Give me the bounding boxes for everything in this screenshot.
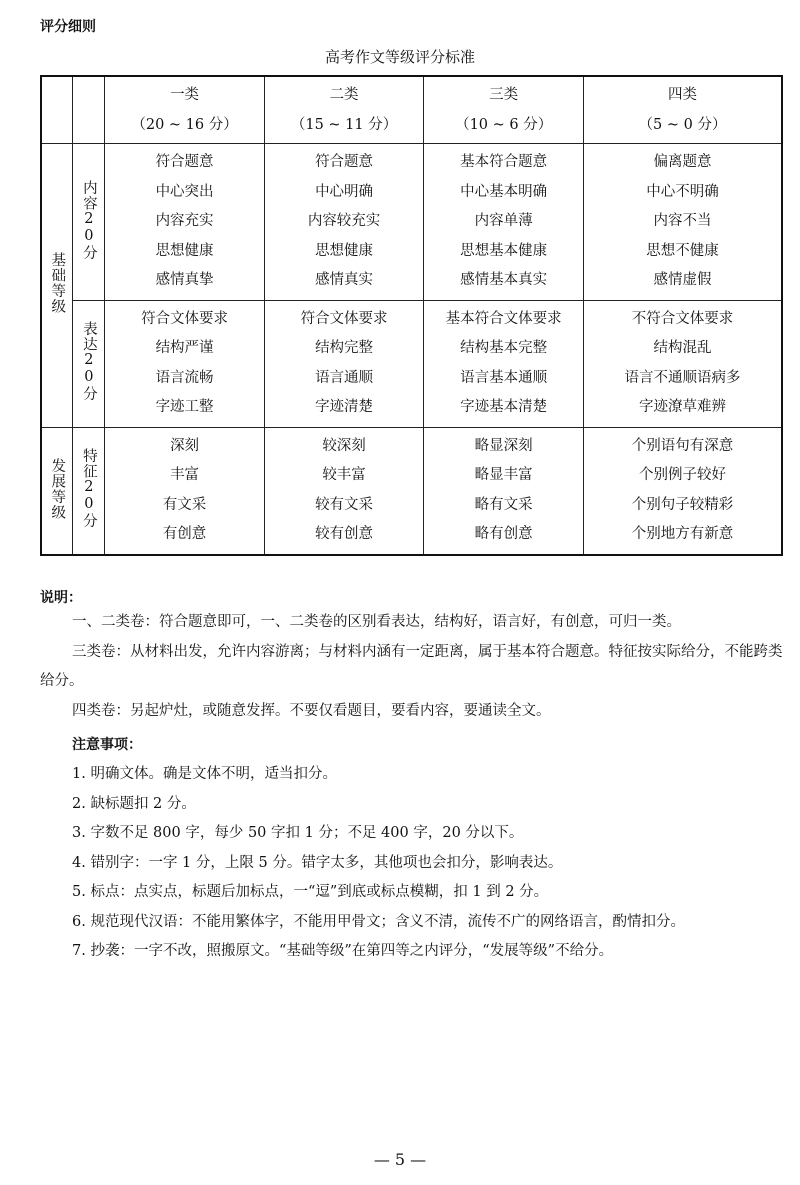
content-grade-2: 符合题意 中心明确 内容较充实 思想健康 感情真实 xyxy=(264,144,424,301)
table-title: 高考作文等级评分标准 xyxy=(324,48,475,66)
content-grade-1: 符合题意 中心突出 内容充实 思想健康 感情真挚 xyxy=(105,144,265,301)
expression-row xyxy=(41,300,782,427)
section-heading: 评分细则 xyxy=(40,19,96,35)
content-label: 内容20分 xyxy=(73,144,105,301)
list-item: 1. 明确文体。确是文体不明，适当扣分。 xyxy=(72,766,337,782)
caution-heading: 注意事项： xyxy=(72,737,142,753)
expression-grade-1: 符合文体要求 结构严谨 语言流畅 字迹工整 xyxy=(105,300,265,427)
notes-heading: 说明： xyxy=(40,590,82,606)
content-grade-4: 偏离题意 中心不明确 内容不当 思想不健康 感情虚假 xyxy=(584,144,782,301)
note-paragraph: 一、二类卷：符合题意即可，一、二类卷的区别看表达，结构好，语言好，有创意，可归一类。 xyxy=(72,614,681,630)
list-item: 7. 抄袭：一字不改，照搬原文。“基础等级”在第四等之内评分，“发展等级”不给分。 xyxy=(72,943,614,959)
corner-cell xyxy=(41,76,73,144)
basic-level-label: 基础等级 xyxy=(41,144,73,428)
feature-grade-3: 略显深刻 略显丰富 略有文采 略有创意 xyxy=(424,427,584,555)
content-row xyxy=(41,144,782,301)
expression-grade-3: 基本符合文体要求 结构基本完整 语言基本通顺 字迹基本清楚 xyxy=(424,300,584,427)
expression-grade-4: 不符合文体要求 结构混乱 语言不通顺语病多 字迹潦草难辨 xyxy=(584,300,782,427)
list-item: 3. 字数不足 800 字，每少 50 字扣 1 分；不足 400 字，20 分以下。 xyxy=(72,825,524,841)
corner-cell xyxy=(73,76,105,144)
page-number: — 5 — xyxy=(373,1150,427,1169)
list-item: 4. 错别字：一字 1 分，上限 5 分。错字太多，其他项也会扣分，影响表达。 xyxy=(72,854,563,871)
grade-header-1: 一类 （20 ~ 16 分） xyxy=(105,76,265,144)
rubric-table xyxy=(40,75,783,556)
caution-list xyxy=(72,760,787,967)
feature-grade-1: 深刻 丰富 有文采 有创意 xyxy=(105,427,265,555)
feature-grade-2: 较深刻 较丰富 较有文采 较有创意 xyxy=(264,427,424,555)
expression-grade-2: 符合文体要求 结构完整 语言通顺 字迹清楚 xyxy=(264,300,424,427)
feature-label: 特征20分 xyxy=(73,427,105,555)
header-row xyxy=(41,76,782,144)
development-level-label: 发展等级 xyxy=(41,427,73,555)
grade-header-4: 四类 （5 ~ 0 分） xyxy=(584,76,782,144)
feature-row xyxy=(41,427,782,555)
note-paragraph: 三类卷：从材料出发，允许内容游离；与材料内涵有一定距离，属于基本符合题意。特征按实际给分，不能跨类给分。 xyxy=(40,644,783,689)
list-item: 2. 缺标题扣 2 分。 xyxy=(72,795,196,812)
list-item: 5. 标点：点实点，标题后加标点，一“逗”到底或标点模糊，扣 1 到 2 分。 xyxy=(72,884,549,900)
grade-header-3: 三类 （10 ~ 6 分） xyxy=(424,76,584,144)
feature-grade-4: 个别语句有深意 个别例子较好 个别句子较精彩 个别地方有新意 xyxy=(584,427,782,555)
note-paragraph: 四类卷：另起炉灶，或随意发挥。不要仅看题目，要看内容，要通读全文。 xyxy=(72,703,551,719)
grade-header-2: 二类 （15 ~ 11 分） xyxy=(264,76,424,144)
expression-label: 表达20分 xyxy=(73,300,105,427)
list-item: 6. 规范现代汉语：不能用繁体字，不能用甲骨文；含义不清，流传不广的网络语言，酌情扣分。 xyxy=(72,913,685,930)
content-grade-3: 基本符合题意 中心基本明确 内容单薄 思想基本健康 感情基本真实 xyxy=(424,144,584,301)
